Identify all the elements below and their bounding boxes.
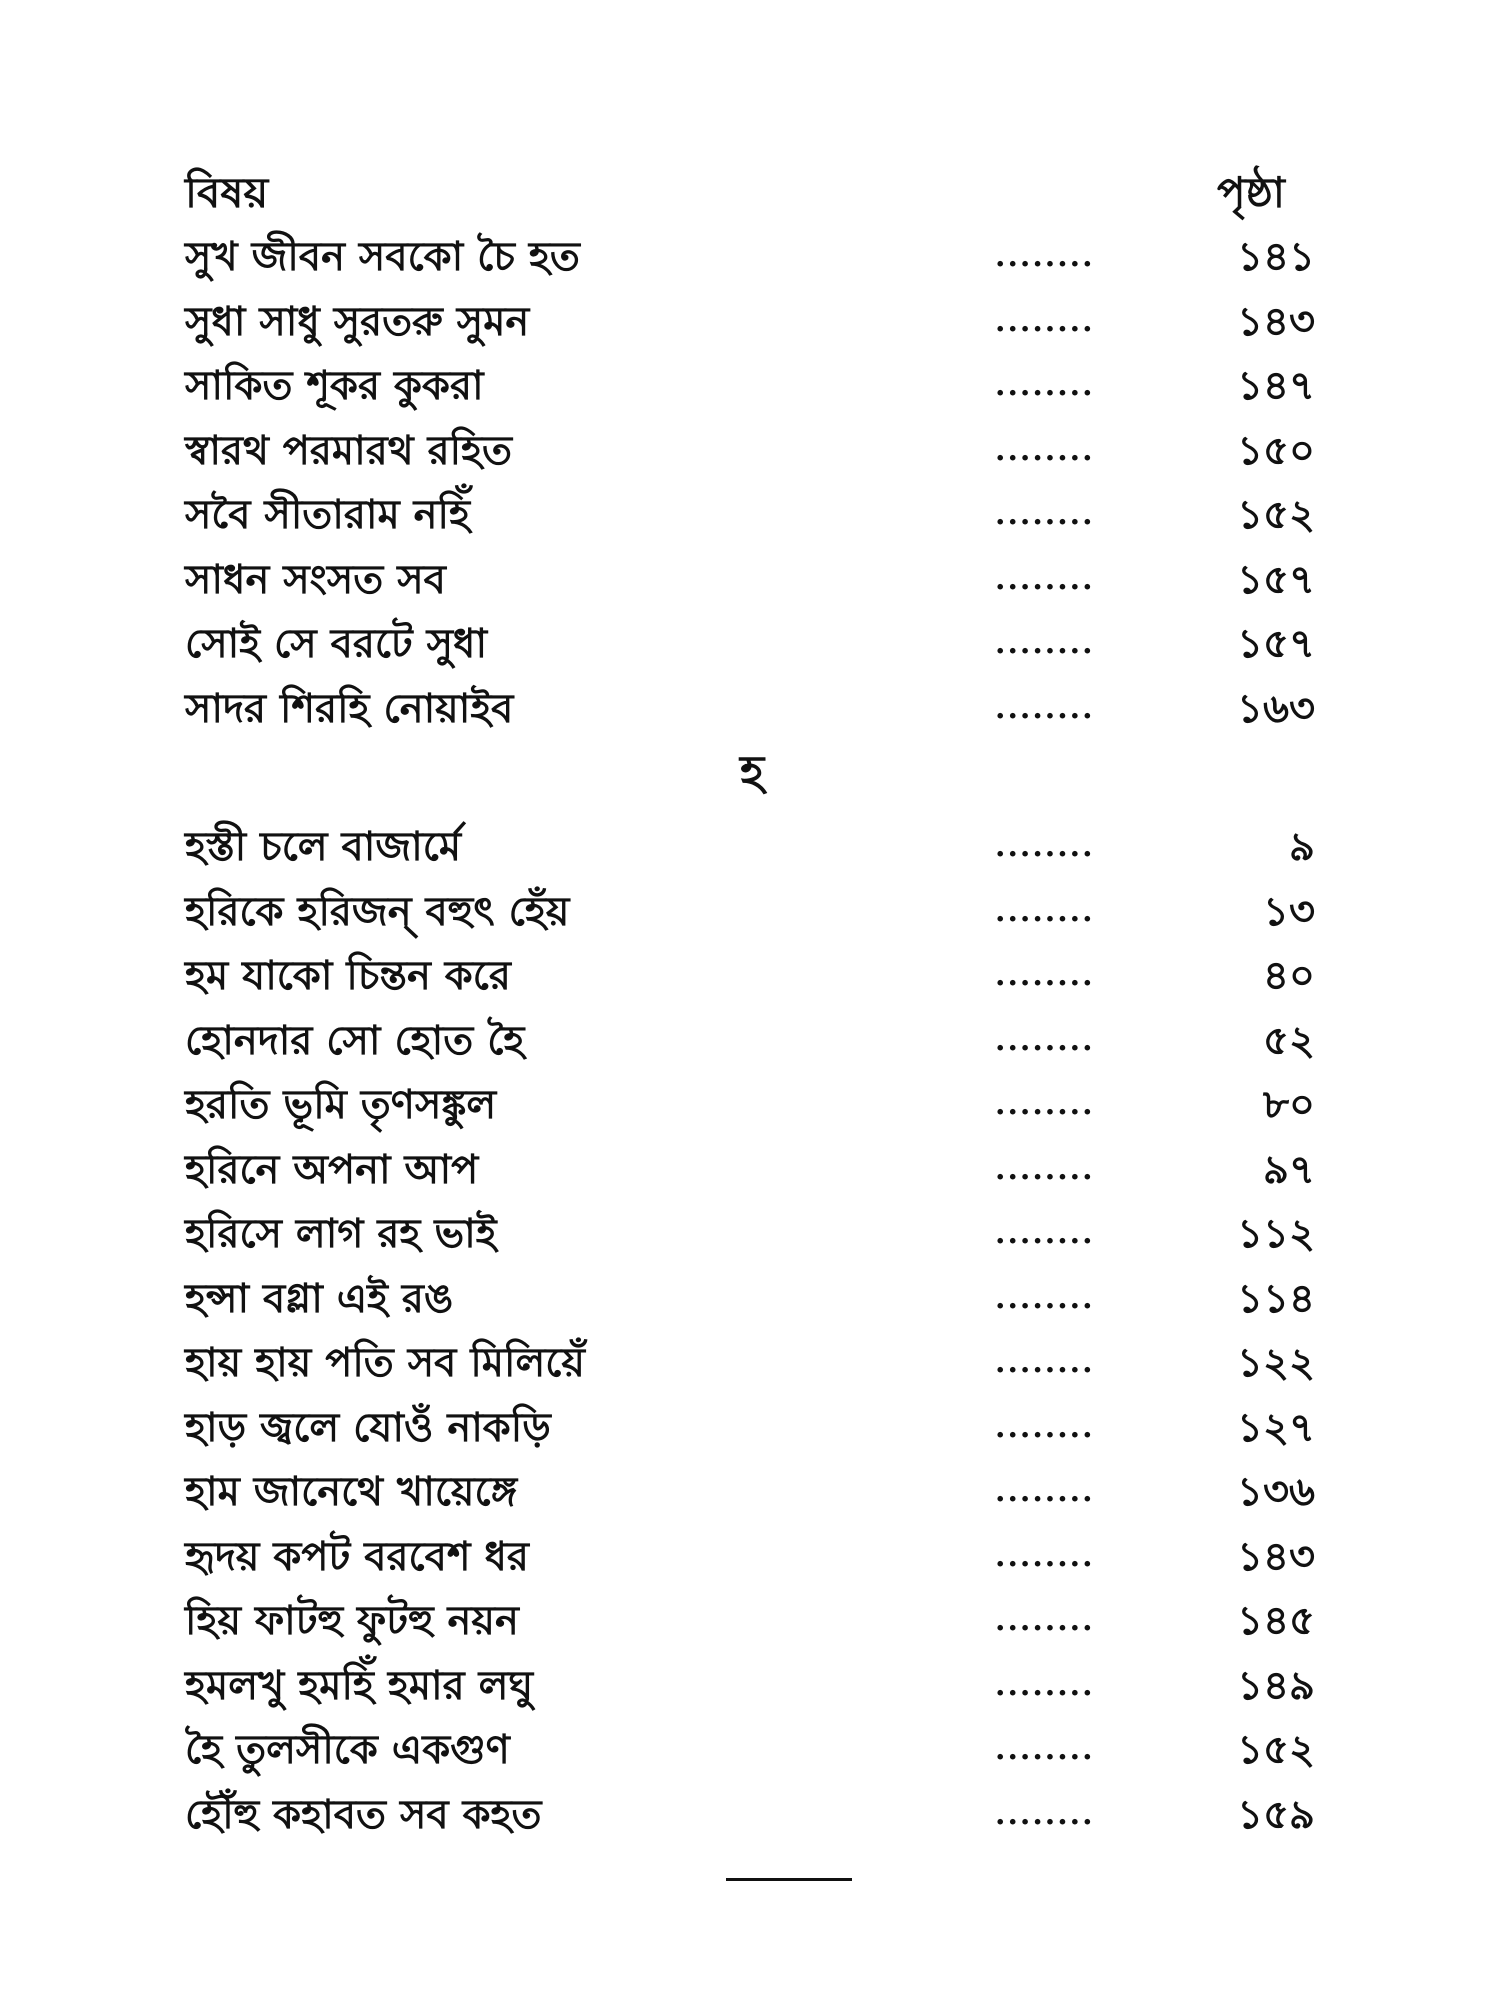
index-row xyxy=(185,354,1315,419)
page-column-heading: পৃষ্ঠা xyxy=(1216,168,1285,217)
index-row xyxy=(185,548,1315,613)
entry-page-number: ১১৪ xyxy=(1237,1274,1315,1322)
entry-page-number: ১৫২ xyxy=(1237,1726,1315,1773)
leader-dots: ........ xyxy=(995,1216,1095,1251)
index-row xyxy=(185,1718,1315,1783)
index-header xyxy=(185,160,1315,230)
entry-title: হস্তী চলে বাজার্মে xyxy=(185,823,462,870)
entry-title: সোই সে বরটে সুধা xyxy=(185,620,488,667)
entry-page-number: ১৪৯ xyxy=(1237,1661,1315,1709)
leader-dots: ........ xyxy=(995,1603,1095,1638)
entry-page-number: ১৪৭ xyxy=(1237,362,1315,409)
index-section-ha xyxy=(185,815,1315,1847)
entry-page-number: ৯৭ xyxy=(1263,1145,1315,1193)
leader-dots: ........ xyxy=(995,690,1095,726)
entry-title: হরিকে হরিজন্ বহুৎ হেঁয় xyxy=(185,887,570,935)
index-row xyxy=(185,1138,1315,1203)
entry-title: সুধা সাধু সুরতরু সুমন xyxy=(185,297,530,345)
index-row xyxy=(185,880,1315,945)
leader-dots: ........ xyxy=(995,1538,1095,1574)
entry-title: হিয় ফাটহু ফুটহু নয়ন xyxy=(185,1597,519,1644)
index-row xyxy=(185,677,1315,742)
leader-dots: ........ xyxy=(995,1732,1095,1767)
index-section-sa xyxy=(185,225,1315,741)
entry-title: হোনদার সো হোত হৈ xyxy=(185,1016,525,1064)
entry-title: সাদর শিরহি নোয়াইব xyxy=(185,684,514,732)
index-row xyxy=(185,290,1315,355)
index-row xyxy=(185,483,1315,548)
entry-page-number: ১১২ xyxy=(1237,1210,1315,1257)
index-row xyxy=(185,1073,1315,1138)
leader-dots: ........ xyxy=(995,829,1095,864)
leader-dots: ........ xyxy=(995,1022,1095,1058)
entry-page-number: ১২২ xyxy=(1237,1339,1315,1386)
index-row xyxy=(185,1783,1315,1848)
entry-title: স্বারথ পরমারথ রহিত xyxy=(185,426,513,474)
entry-page-number: ৪০ xyxy=(1263,952,1315,999)
index-row xyxy=(185,1202,1315,1267)
index-row xyxy=(185,944,1315,1009)
entry-page-number: ১৬৩ xyxy=(1237,684,1315,732)
entry-page-number: ১৪১ xyxy=(1237,233,1315,280)
leader-dots: ........ xyxy=(995,893,1095,929)
entry-title: সাকিত শূকর কুকরা xyxy=(185,362,484,409)
entry-page-number: ১৫০ xyxy=(1237,426,1315,474)
end-rule xyxy=(726,1878,852,1881)
entry-title: হরতি ভূমি তৃণসঙ্কুল xyxy=(185,1081,497,1128)
entry-title: হৈ তুলসীকে একগুণ xyxy=(185,1726,510,1773)
index-row xyxy=(185,1331,1315,1396)
entry-page-number: ৯ xyxy=(1289,823,1315,870)
index-row xyxy=(185,1654,1315,1719)
index-row xyxy=(185,815,1315,880)
leader-dots: ........ xyxy=(995,958,1095,993)
entry-title: হায় হায় পতি সব মিলিয়েঁ xyxy=(185,1339,585,1386)
entry-page-number: ১৫৭ xyxy=(1237,555,1315,603)
index-row xyxy=(185,1460,1315,1525)
entry-page-number: ১৫৭ xyxy=(1237,620,1315,667)
entry-title: হরিসে লাগ রহ ভাই xyxy=(185,1210,497,1257)
index-row xyxy=(185,612,1315,677)
leader-dots: ........ xyxy=(995,1087,1095,1122)
entry-page-number: ১৪৫ xyxy=(1237,1597,1315,1644)
entry-title: হৌঁহু কহাবত সব কহত xyxy=(185,1790,542,1838)
index-row xyxy=(185,225,1315,290)
entry-page-number: ১৩৬ xyxy=(1237,1468,1315,1515)
leader-dots: ........ xyxy=(995,561,1095,597)
entry-title: হমলখু হমহিঁ হমার লঘু xyxy=(185,1661,534,1709)
index-row xyxy=(185,1009,1315,1074)
entry-title: সাধন সংসত সব xyxy=(185,555,446,603)
leader-dots: ........ xyxy=(995,303,1095,339)
leader-dots: ........ xyxy=(995,368,1095,403)
index-row xyxy=(185,419,1315,484)
entry-title: হন্সা বগ্লা এই রঙ xyxy=(185,1274,454,1322)
entry-title: সবৈ সীতারাম নহিঁ xyxy=(185,491,470,538)
entry-page-number: ১৫২ xyxy=(1237,491,1315,538)
entry-page-number: ১৩ xyxy=(1263,887,1315,935)
index-row xyxy=(185,1525,1315,1590)
leader-dots: ........ xyxy=(995,1409,1095,1445)
entry-title: হাম জানেথে খায়েঙ্গে xyxy=(185,1468,518,1515)
entry-title: হৃদয় কপট বরবেশ ধর xyxy=(185,1532,529,1580)
section-heading-letter: হ xyxy=(740,745,765,799)
entry-page-number: ১২৭ xyxy=(1237,1403,1315,1451)
entry-title: হম যাকো চিন্তন করে xyxy=(185,952,511,999)
entry-page-number: ৮০ xyxy=(1263,1081,1315,1128)
index-row xyxy=(185,1267,1315,1332)
index-row xyxy=(185,1396,1315,1461)
entry-title: হাড় জ্বলে যোওঁ নাকড়ি xyxy=(185,1403,551,1451)
index-row xyxy=(185,1589,1315,1654)
entry-page-number: ৫২ xyxy=(1263,1016,1315,1064)
entry-page-number: ১৪৩ xyxy=(1237,297,1315,345)
leader-dots: ........ xyxy=(995,1667,1095,1703)
entry-title: সুখ জীবন সবকো চৈ হত xyxy=(185,233,580,280)
subject-column-heading: বিষয় xyxy=(185,168,269,217)
entry-title: হরিনে অপনা আপ xyxy=(185,1145,479,1193)
leader-dots: ........ xyxy=(995,1345,1095,1380)
leader-dots: ........ xyxy=(995,432,1095,468)
leader-dots: ........ xyxy=(995,1474,1095,1509)
leader-dots: ........ xyxy=(995,497,1095,532)
entry-page-number: ১৫৯ xyxy=(1237,1790,1315,1838)
leader-dots: ........ xyxy=(995,1151,1095,1187)
leader-dots: ........ xyxy=(995,1796,1095,1832)
entry-page-number: ১৪৩ xyxy=(1237,1532,1315,1580)
leader-dots: ........ xyxy=(995,1280,1095,1316)
leader-dots: ........ xyxy=(995,239,1095,274)
leader-dots: ........ xyxy=(995,626,1095,661)
